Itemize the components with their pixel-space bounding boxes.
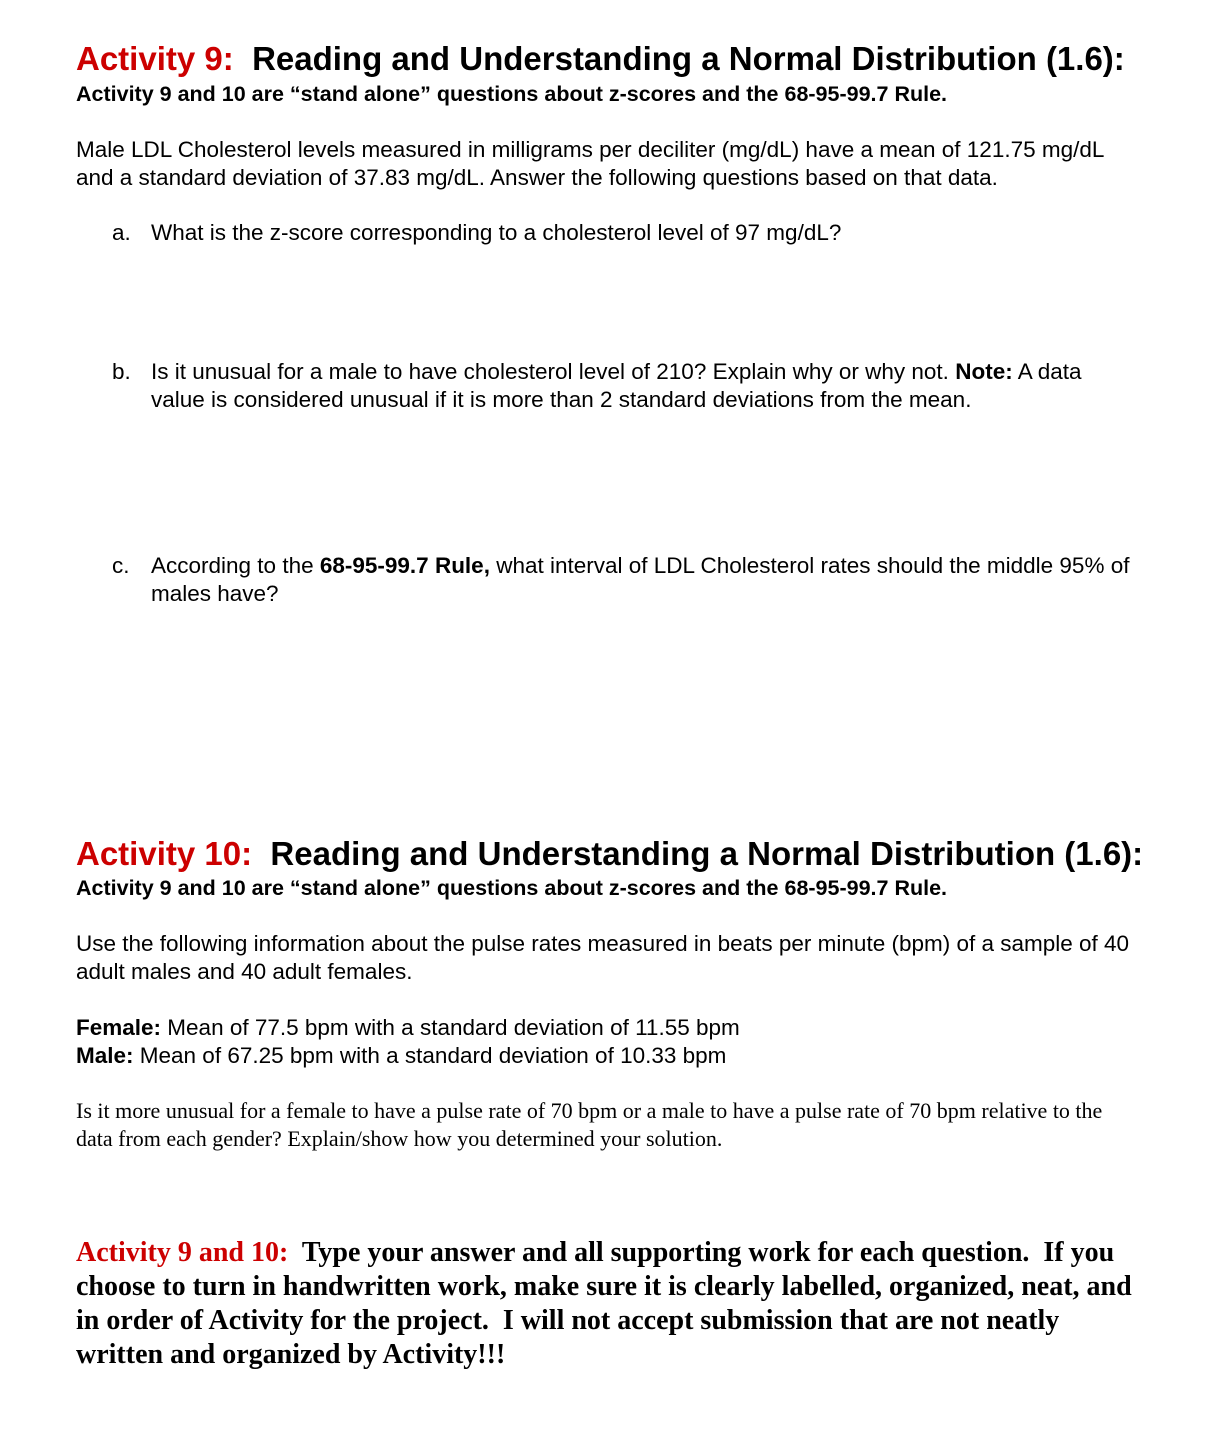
closing-line-3: in order of Activity for the project. I will not accept submission that are not neatly bbox=[76, 1305, 1060, 1336]
female-stats bbox=[76, 1014, 740, 1042]
question-b-line-1 bbox=[151, 358, 1082, 386]
closing-label: Activity 9 and 10: bbox=[76, 1237, 289, 1268]
activity-10-heading bbox=[76, 835, 1143, 873]
question-b-letter: b. bbox=[112, 359, 131, 384]
question-c-line-1-pre: According to the bbox=[151, 553, 320, 578]
activity-9-label: Activity 9: bbox=[76, 40, 234, 77]
activity-10-title: Reading and Understanding a Normal Distribution (1.6): bbox=[270, 835, 1144, 872]
activity-9-heading bbox=[76, 40, 1125, 78]
closing-line-2: choose to turn in handwritten work, make sure it is clearly labelled, organized, neat, and bbox=[76, 1271, 1132, 1302]
question-c-line-2: males have? bbox=[151, 580, 279, 606]
activity-10-intro-line-1: Use the following information about the pulse rates measured in beats per minute (bpm) of a sample of 40 bbox=[76, 931, 1130, 956]
activity-10-intro bbox=[76, 930, 1129, 985]
male-text: Mean of 67.25 bpm with a standard deviation of 10.33 bpm bbox=[133, 1042, 727, 1068]
activity-9-subtitle: Activity 9 and 10 are “stand alone” questions about z-scores and the 68-95-99.7 Rule. bbox=[76, 82, 948, 106]
activity-10-label: Activity 10: bbox=[76, 835, 253, 872]
question-a-letter: a. bbox=[112, 220, 131, 245]
question-c-line-1-post: what interval of LDL Cholesterol rates should the middle 95% of bbox=[489, 553, 1130, 578]
question-c-letter: c. bbox=[112, 553, 130, 578]
activity-10-question-line-1: Is it more unusual for a female to have a pulse rate of 70 bpm or a male to have a pulse rate of 70 bpm relative to the bbox=[76, 1098, 1103, 1123]
question-b-note-label: Note: bbox=[955, 359, 1013, 384]
female-text: Mean of 77.5 bpm with a standard deviation of 11.55 bpm bbox=[161, 1015, 740, 1040]
activity-9-intro-line-2: and a standard deviation of 37.83 mg/dL. Answer the following questions based on that data. bbox=[76, 164, 998, 190]
female-label: Female: bbox=[76, 1015, 162, 1040]
question-c-text bbox=[151, 552, 1129, 607]
closing-line-1 bbox=[76, 1236, 1132, 1270]
activity-10-subtitle: Activity 9 and 10 are “stand alone” questions about z-scores and the 68-95-99.7 Rule. bbox=[76, 876, 948, 900]
question-b-text bbox=[151, 358, 1082, 413]
question-b-line-1-pre: Is it unusual for a male to have cholesterol level of 210? Explain why or why not. bbox=[151, 359, 956, 384]
male-label: Male: bbox=[76, 1042, 134, 1068]
question-a-text: What is the z-score corresponding to a cholesterol level of 97 mg/dL? bbox=[151, 220, 842, 245]
male-stats bbox=[76, 1042, 740, 1070]
closing-line-1-text: Type your answer and all supporting work for each question. If you bbox=[288, 1237, 1115, 1268]
activity-9-intro-line-1: Male LDL Cholesterol levels measured in milligrams per deciliter (mg/dL) have a mean of 121.75 mg/dL bbox=[76, 137, 1105, 162]
activity-10-question bbox=[76, 1097, 1102, 1152]
activity-9-title: Reading and Understanding a Normal Distribution (1.6): bbox=[252, 40, 1125, 77]
activity-10-question-line-2: data from each gender? Explain/show how you determined your solution. bbox=[76, 1125, 723, 1151]
closing-line-4: written and organized by Activity!!! bbox=[76, 1339, 506, 1370]
question-b-line-1-post: A data bbox=[1012, 359, 1082, 384]
pulse-stats bbox=[76, 1014, 740, 1069]
activity-10-intro-line-2: adult males and 40 adult females. bbox=[76, 958, 413, 984]
question-c-rule-label: 68-95-99.7 Rule, bbox=[319, 553, 490, 578]
question-c-line-1 bbox=[151, 552, 1129, 580]
closing-instructions bbox=[76, 1236, 1132, 1372]
question-b-line-2: value is considered unusual if it is more than 2 standard deviations from the mean. bbox=[151, 386, 972, 412]
activity-9-intro bbox=[76, 136, 1104, 191]
